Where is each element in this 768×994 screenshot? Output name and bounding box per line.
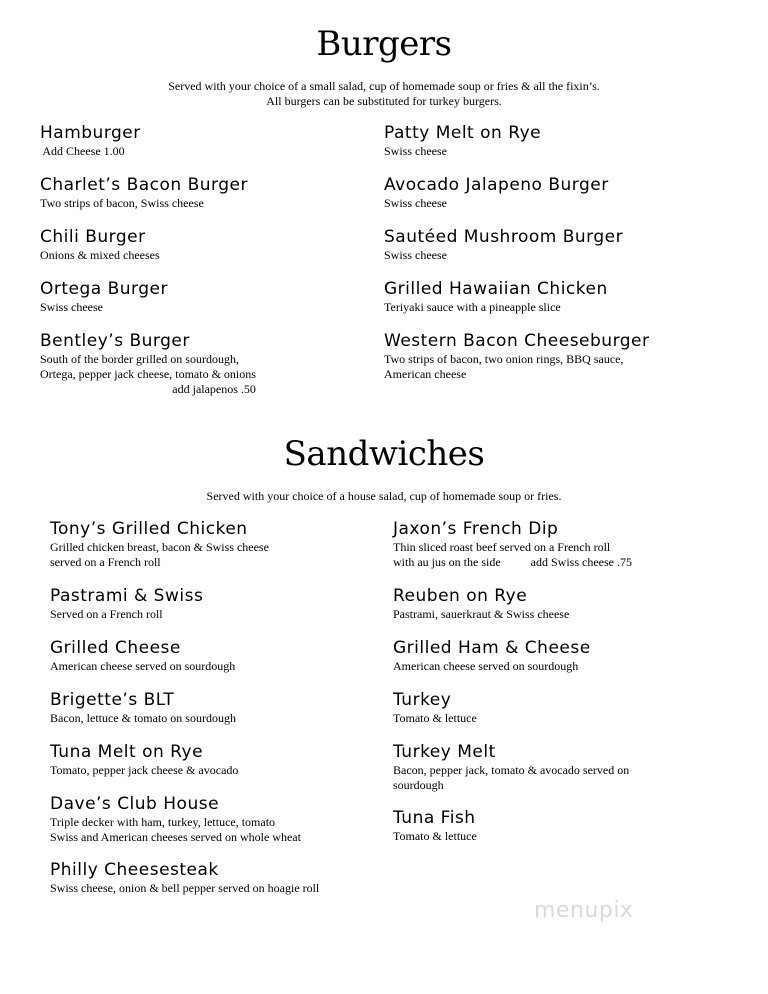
menu-item-description: [393, 829, 477, 844]
menu-item-description-line: Served on a French roll: [50, 607, 163, 621]
menu-item-description: [384, 352, 650, 382]
menu-item-description: [393, 763, 629, 793]
menu-item: [50, 793, 301, 845]
menu-item: [50, 585, 203, 622]
menu-item-name: Hamburger: [40, 123, 141, 143]
menu-item: [384, 174, 609, 211]
menu-item-description: [384, 300, 608, 315]
menu-item: [393, 637, 591, 674]
menu-item: [393, 689, 477, 726]
menu-item-description: [50, 607, 203, 622]
burgers-subtitle-1: Served with your choice of a small salad, cup of homemade soup or fries & all the fixin’s.: [168, 79, 600, 93]
menu-item-description-line: Tomato & lettuce: [393, 829, 477, 843]
menu-item: [384, 122, 541, 159]
menu-item-name: Patty Melt on Rye: [384, 123, 542, 143]
menu-item-name: Turkey: [393, 690, 452, 710]
menupix-watermark: menupix: [534, 898, 634, 923]
menu-item-name: Reuben on Rye: [393, 586, 528, 606]
menu-item-name: Chili Burger: [40, 227, 146, 247]
menu-item-name: Tony’s Grilled Chicken: [50, 519, 248, 539]
menu-item: [40, 174, 248, 211]
menu-item-description-line: Teriyaki sauce with a pineapple slice: [384, 300, 561, 314]
menu-item-description-line: Swiss cheese: [40, 300, 103, 314]
menu-item: [393, 518, 632, 570]
menu-item: [50, 518, 269, 570]
menu-item-description-line: American cheese served on sourdough: [393, 659, 579, 673]
menu-item-description-line: with au jus on the side add Swiss cheese .75: [393, 555, 632, 569]
menu-item-name: Avocado Jalapeno Burger: [384, 175, 609, 195]
menu-item-description-line: Two strips of bacon, Swiss cheese: [40, 196, 204, 210]
menu-item-name: Dave’s Club House: [50, 794, 220, 814]
menu-item-description: [40, 248, 160, 263]
menu-item-description: [393, 711, 477, 726]
menu-item-description: [393, 607, 569, 622]
menu-item-description-line: South of the border grilled on sourdough,: [40, 352, 239, 366]
menu-item-name: Grilled Hawaiian Chicken: [384, 279, 608, 299]
menu-item: [50, 689, 236, 726]
menu-item-name: Brigette’s BLT: [50, 690, 175, 710]
menu-item-description: [384, 196, 609, 211]
menu-item-name: Philly Cheesesteak: [50, 860, 219, 880]
menu-item-description-line: Bacon, pepper jack, tomato & avocado served on: [393, 763, 630, 777]
menu-item-name: Ortega Burger: [40, 279, 168, 299]
menu-item-description-line: Swiss cheese, onion & bell pepper served on hoagie roll: [50, 881, 320, 895]
menu-item-description-line: Onions & mixed cheeses: [40, 248, 160, 262]
menu-item-name: Bentley’s Burger: [40, 331, 190, 351]
menu-item-name: Grilled Cheese: [50, 638, 181, 658]
menu-item-description: [393, 540, 632, 570]
menu-item-description-line: Tomato, pepper jack cheese & avocado: [50, 763, 239, 777]
menu-item-description-line: Thin sliced roast beef served on a French roll: [393, 540, 611, 554]
menu-item: [50, 637, 235, 674]
menu-item-description-line: sourdough: [393, 778, 444, 792]
menu-item-description-line: served on a French roll: [50, 555, 161, 569]
menu-item-description: [50, 815, 301, 845]
menu-item: [50, 741, 238, 778]
menu-item-description: [393, 659, 591, 674]
burgers-subtitle-2: All burgers can be substituted for turkey burgers.: [266, 94, 502, 108]
menu-item: [40, 330, 256, 397]
menu-item-name: Pastrami & Swiss: [50, 586, 204, 606]
menu-item: [393, 741, 629, 793]
menu-item: [393, 585, 569, 622]
menu-item-description: [50, 881, 319, 896]
menu-item-description: [40, 352, 256, 397]
menu-item-name: Tuna Fish: [393, 808, 476, 828]
menu-item-description: [50, 540, 269, 570]
menu-item-description: [384, 248, 623, 263]
menu-item-description-line: Pastrami, sauerkraut & Swiss cheese: [393, 607, 570, 621]
menu-item-description-line: American cheese: [384, 367, 467, 381]
menu-item-name: Tuna Melt on Rye: [50, 742, 204, 762]
menu-item-description-line: Bacon, lettuce & tomato on sourdough: [50, 711, 236, 725]
sandwiches-title: Sandwiches: [283, 434, 485, 474]
menu-item-description: [50, 763, 238, 778]
menu-item-description-line: Add Cheese 1.00: [40, 144, 125, 158]
menu-item-description-line: Two strips of bacon, two onion rings, BBQ sauce,: [384, 352, 624, 366]
menu-item-name: Charlet’s Bacon Burger: [40, 175, 248, 195]
sandwiches-subtitle: Served with your choice of a house salad, cup of homemade soup or fries.: [206, 489, 562, 503]
menu-item-name: Sautéed Mushroom Burger: [384, 227, 624, 247]
menu-item: [384, 226, 623, 263]
menu-item-description-line: Swiss cheese: [384, 144, 447, 158]
menu-item: [40, 278, 168, 315]
menu-item: [40, 226, 160, 263]
menu-item: [393, 807, 477, 844]
menu-item-description-line: Swiss and American cheeses served on whole wheat: [50, 830, 301, 844]
menu-item-description-line: Tomato & lettuce: [393, 711, 477, 725]
menu-item-description: [40, 196, 248, 211]
menu-item-description: [40, 300, 168, 315]
menu-item-description: [384, 144, 541, 159]
menu-item-name: Turkey Melt: [393, 742, 496, 762]
menu-item-name: Grilled Ham & Cheese: [393, 638, 591, 658]
menu-item-addon: add jalapenos .50: [172, 382, 256, 396]
burgers-title: Burgers: [316, 24, 452, 64]
menu-item-name: Western Bacon Cheeseburger: [384, 331, 650, 351]
menu-item-name: Jaxon’s French Dip: [393, 519, 559, 539]
menu-item-description: [50, 711, 236, 726]
menu-item-description: [50, 659, 235, 674]
menu-item-description-line: Grilled chicken breast, bacon & Swiss cheese: [50, 540, 269, 554]
menu-item-description-line: Swiss cheese: [384, 248, 447, 262]
menu-item: [40, 122, 141, 159]
menu-item: [384, 278, 608, 315]
menu-item-description: [40, 144, 141, 159]
menu-item: [384, 330, 650, 382]
menu-item-description-line: Ortega, pepper jack cheese, tomato & onions: [40, 367, 256, 381]
menu-item-description-line: American cheese served on sourdough: [50, 659, 236, 673]
menu-item-description-line: Swiss cheese: [384, 196, 447, 210]
menu-item-description-line: Triple decker with ham, turkey, lettuce, tomato: [50, 815, 276, 829]
menu-item: [50, 859, 319, 896]
